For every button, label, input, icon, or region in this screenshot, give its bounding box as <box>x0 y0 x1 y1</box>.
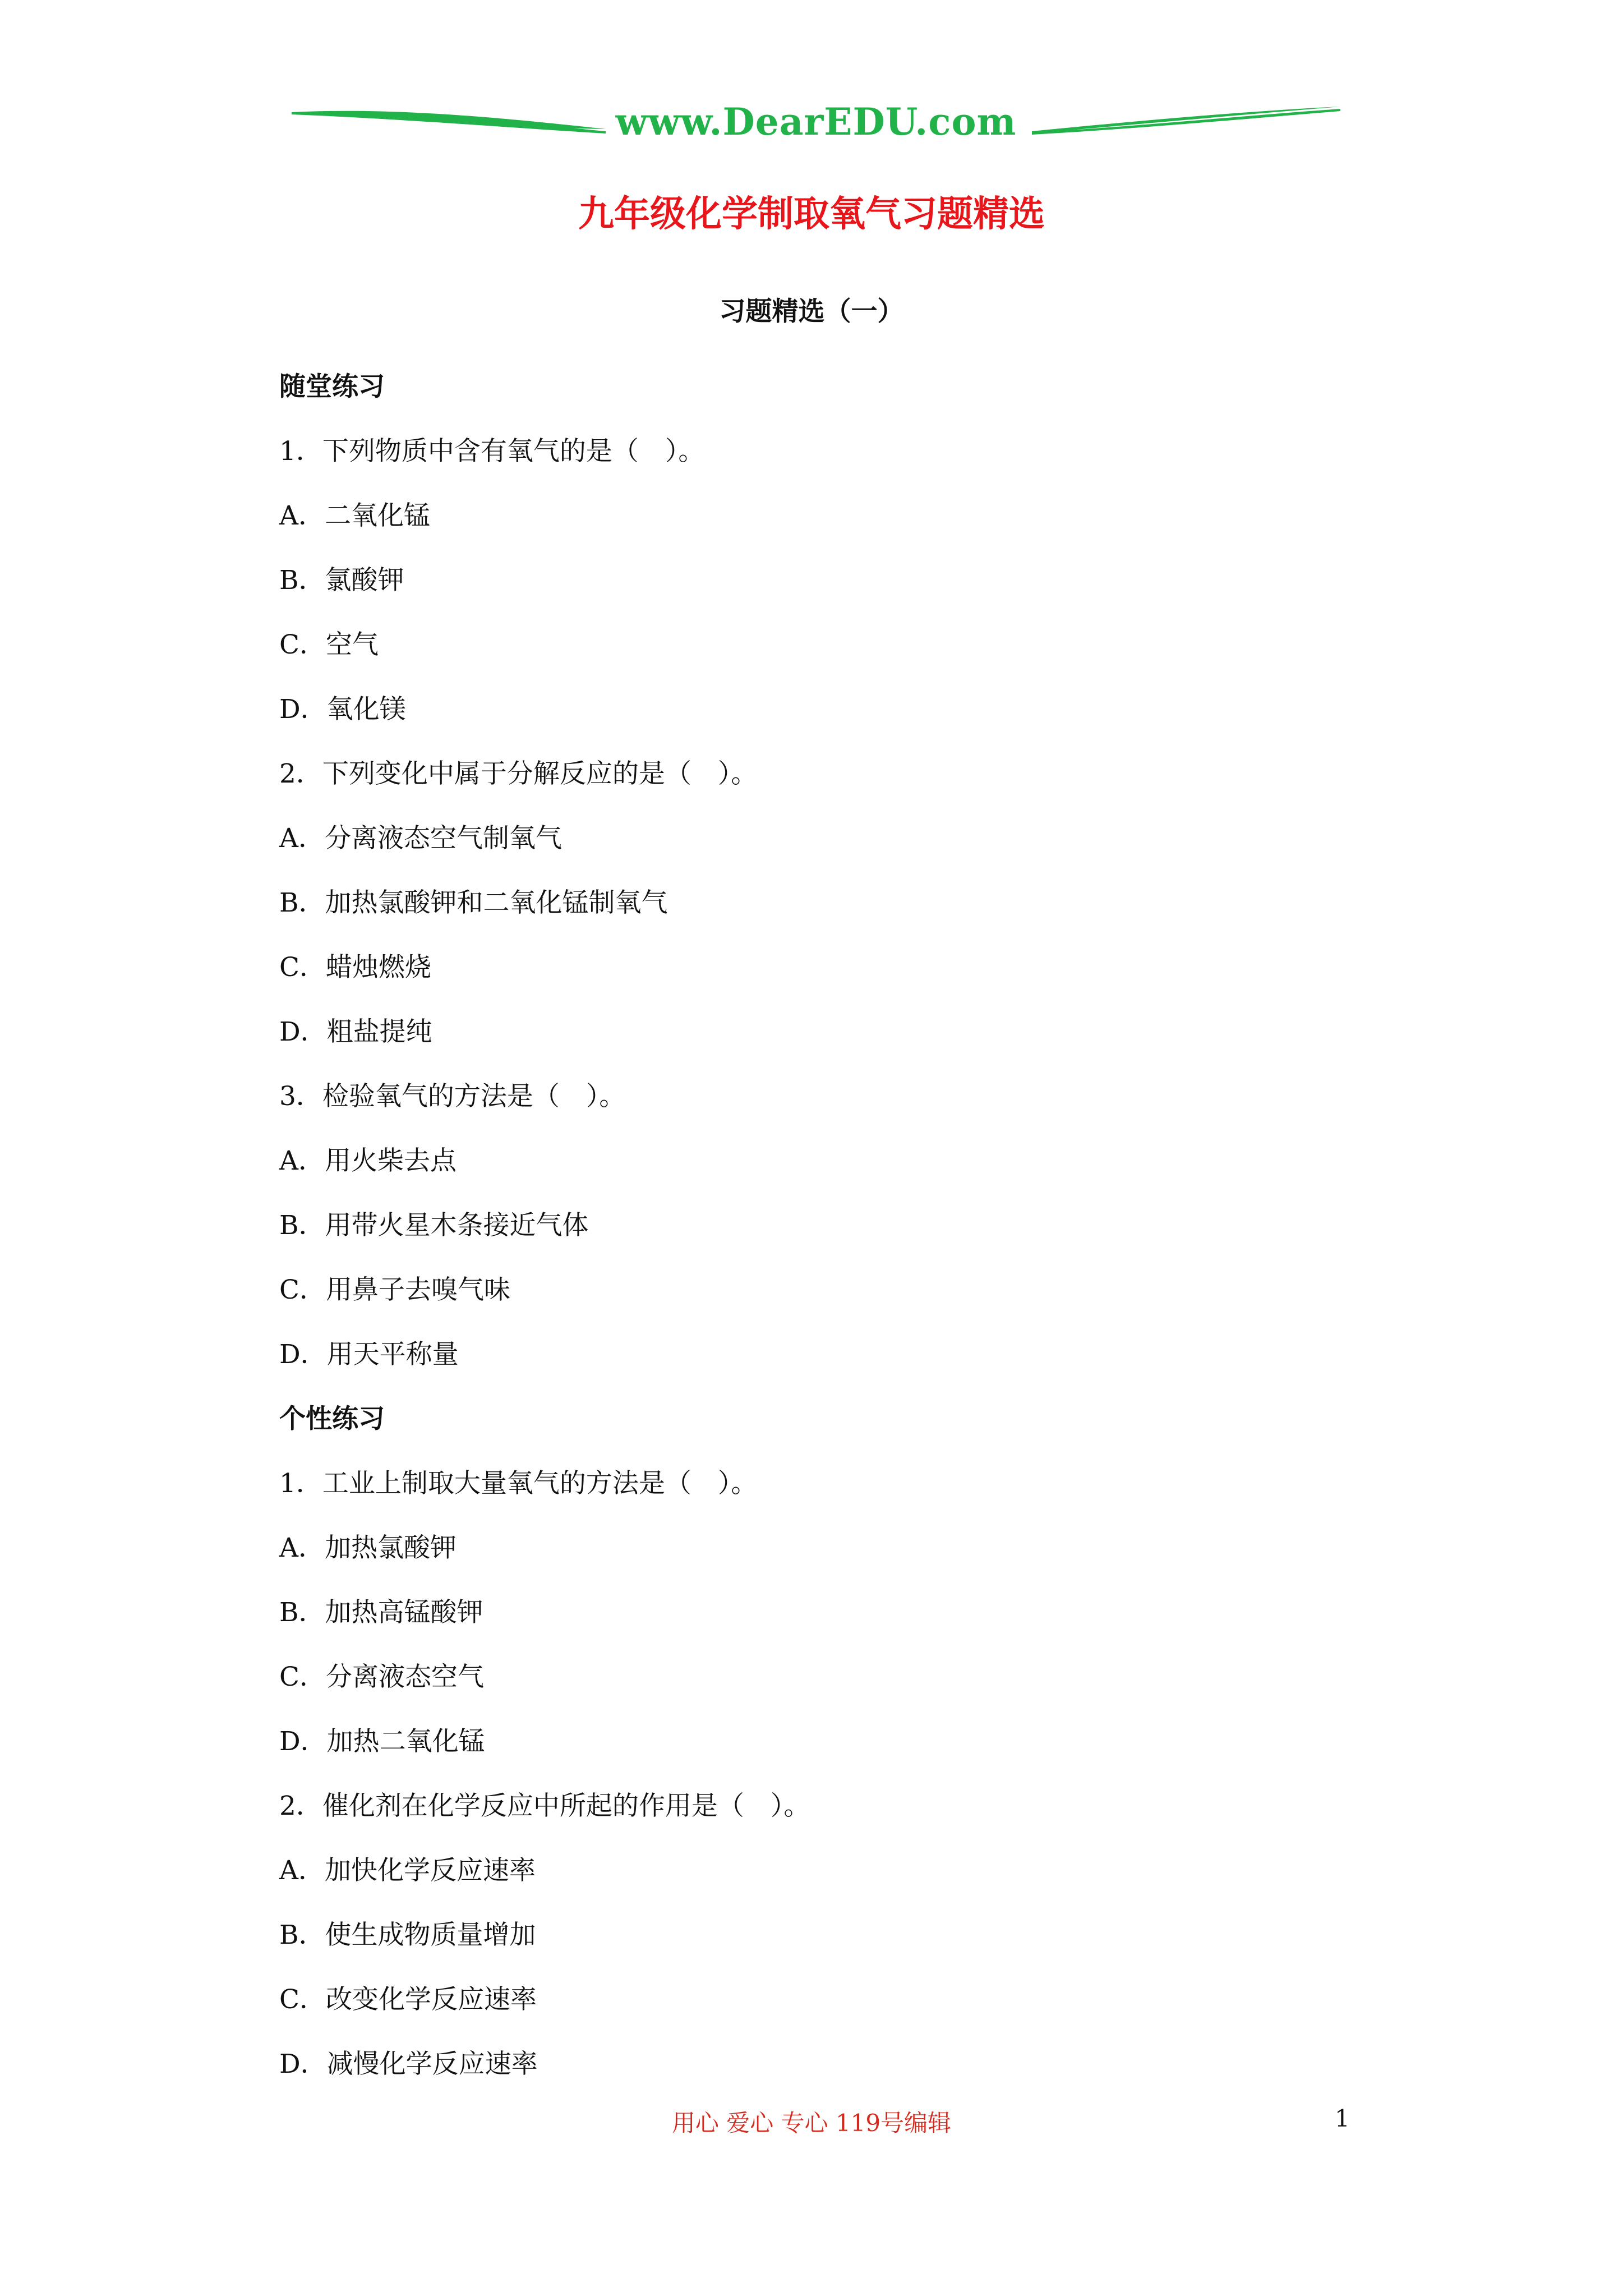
option-line: B．使生成物质量增加 <box>279 1920 536 1950</box>
option-line: D．氧化镁 <box>279 694 406 725</box>
option-line: D．减慢化学反应速率 <box>279 2049 538 2079</box>
page-title: 九年级化学制取氧气习题精选 <box>578 193 1045 235</box>
option-line: A．加热氯酸钾 <box>279 1533 457 1563</box>
question-line: 1．工业上制取大量氧气的方法是（ ）。 <box>279 1468 758 1499</box>
question-line: 2．下列变化中属于分解反应的是（ ）。 <box>279 758 758 789</box>
option-line: A．二氧化锰 <box>279 500 430 531</box>
option-line: D．加热二氧化锰 <box>279 1726 485 1757</box>
page-footer: 用心 爱心 专心 119号编辑 <box>671 2109 952 2137</box>
option-line: C．空气 <box>279 629 379 660</box>
page-subtitle: 习题精选（一） <box>719 296 904 327</box>
option-line: D．用天平称量 <box>279 1339 459 1370</box>
section-heading: 随堂练习 <box>279 371 385 402</box>
option-line: C．分离液态空气 <box>279 1662 484 1692</box>
option-line: A．分离液态空气制氧气 <box>279 823 562 854</box>
site-url: www.DearEDU.com <box>615 100 1017 144</box>
option-line: B．加热高锰酸钾 <box>279 1597 483 1628</box>
site-header-banner <box>292 90 1340 157</box>
section-heading: 个性练习 <box>279 1404 385 1434</box>
option-line: D．粗盐提纯 <box>279 1016 432 1047</box>
option-line: A．用火柴去点 <box>279 1145 457 1176</box>
option-line: C．改变化学反应速率 <box>279 1984 537 2015</box>
question-line: 1．下列物质中含有氧气的是（ ）。 <box>279 436 705 467</box>
document-body <box>279 365 1373 2106</box>
question-line: 2．催化剂在化学反应中所起的作用是（ ）。 <box>279 1791 810 1821</box>
option-line: B．用带火星木条接近气体 <box>279 1210 589 1241</box>
option-line: C．蜡烛燃烧 <box>279 952 431 983</box>
option-line: B．加热氯酸钾和二氧化锰制氧气 <box>279 887 668 918</box>
option-line: B．氯酸钾 <box>279 565 404 596</box>
page-number: 1 <box>1335 2105 1350 2132</box>
option-line: A．加快化学反应速率 <box>279 1855 536 1886</box>
option-line: C．用鼻子去嗅气味 <box>279 1274 510 1305</box>
question-line: 3．检验氧气的方法是（ ）。 <box>279 1081 626 1112</box>
